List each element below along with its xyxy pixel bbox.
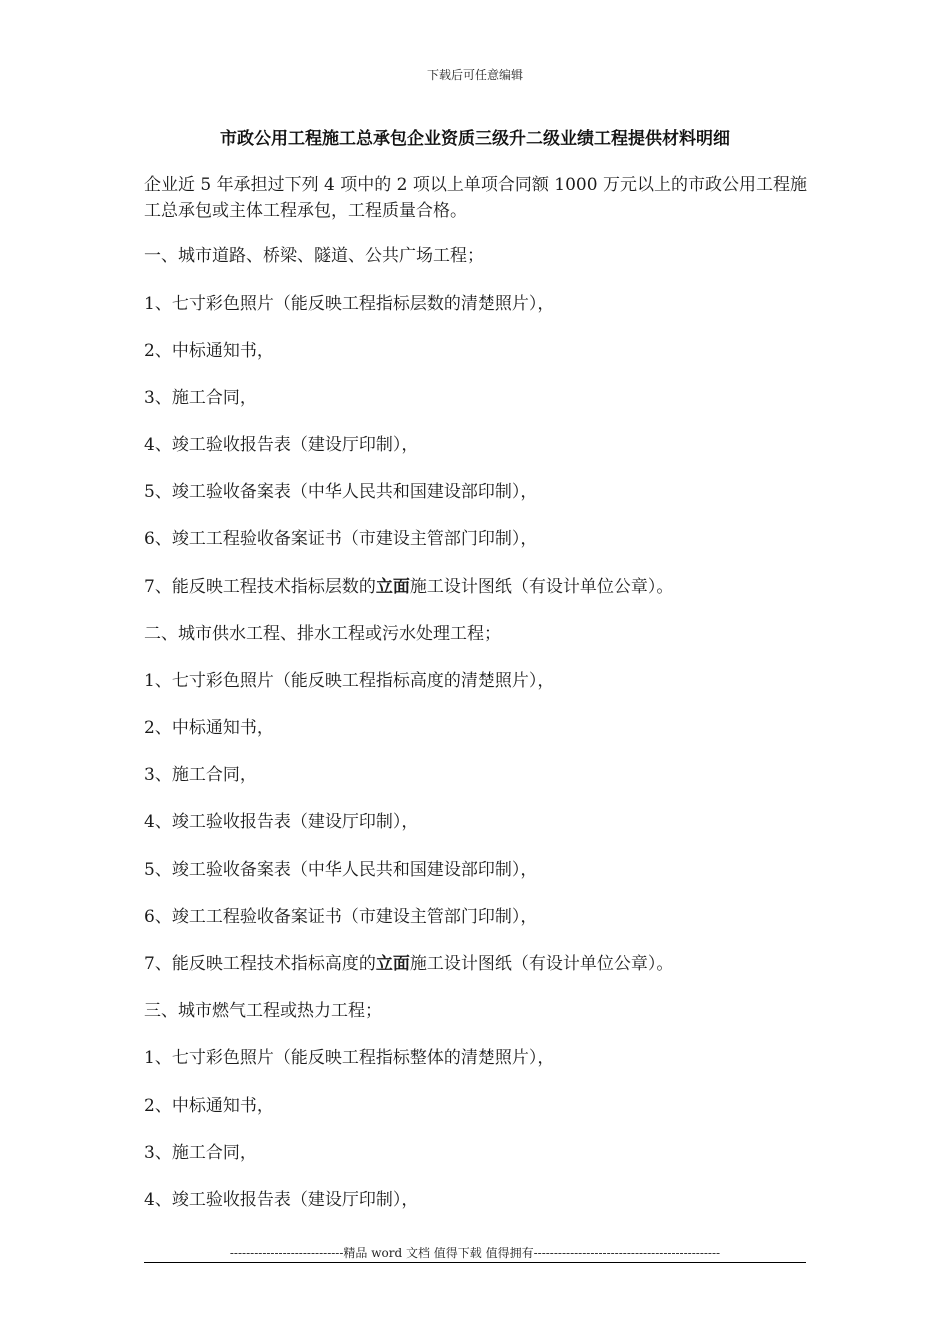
section-3-heading: 三、城市燃气工程或热力工程； [144, 1001, 382, 1021]
item-7-prefix: 7、能反映工程技术指标高度的 [144, 954, 376, 974]
section-1-item-5: 5、竣工验收备案表（中华人民共和国建设部印制）， [144, 482, 538, 502]
section-2-item-3: 3、施工合同， [144, 765, 257, 785]
section-1-item-7 [144, 576, 673, 598]
section-1-heading: 一、城市道路、桥梁、隧道、公共广场工程； [144, 246, 484, 266]
section-3-item-4: 4、竣工验收报告表（建设厅印制）， [144, 1190, 419, 1210]
item-7-suffix: 施工设计图纸（有设计单位公章）。 [409, 954, 674, 974]
item-7-bold-term: 立面 [375, 577, 410, 597]
section-2-item-2: 2、中标通知书， [144, 718, 274, 738]
section-2-item-5: 5、竣工验收备案表（中华人民共和国建设部印制）， [144, 860, 538, 880]
section-2-item-6: 6、竣工工程验收备案证书（市建设主管部门印制）， [144, 907, 538, 927]
document-title: 市政公用工程施工总承包企业资质三级升二级业绩工程提供材料明细 [220, 129, 730, 149]
section-2-item-4: 4、竣工验收报告表（建设厅印制）， [144, 812, 419, 832]
section-2-item-7 [144, 953, 673, 975]
section-1-item-2: 2、中标通知书， [144, 341, 274, 361]
item-7-prefix: 7、能反映工程技术指标层数的 [144, 577, 376, 597]
section-3-item-3: 3、施工合同， [144, 1143, 257, 1163]
section-1-item-1: 1、七寸彩色照片（能反映工程指标层数的清楚照片）， [144, 294, 555, 314]
section-2-heading: 二、城市供水工程、排水工程或污水处理工程； [144, 624, 501, 644]
section-1-item-6: 6、竣工工程验收备案证书（市建设主管部门印制）， [144, 529, 538, 549]
item-7-suffix: 施工设计图纸（有设计单位公章）。 [409, 577, 674, 597]
section-3-item-1: 1、七寸彩色照片（能反映工程指标整体的清楚照片）， [144, 1048, 555, 1068]
footer-rule [144, 1262, 806, 1263]
section-1-item-4: 4、竣工验收报告表（建设厅印制）， [144, 435, 419, 455]
section-2-item-1: 1、七寸彩色照片（能反映工程指标高度的清楚照片）， [144, 671, 555, 691]
header-note: 下载后可任意编辑 [426, 68, 523, 82]
item-7-bold-term: 立面 [375, 954, 410, 974]
footer-note: ----------------------------精品 word 文档 值得下载 值得拥有---------------------------------------------- [229, 1246, 721, 1260]
section-3-item-2: 2、中标通知书， [144, 1096, 274, 1116]
section-1-item-3: 3、施工合同， [144, 388, 257, 408]
intro-paragraph: 企业近 5 年承担过下列 4 项中的 2 项以上单项合同额 1000 万元以上的市政公用工程施工总承包或主体工程承包，工程质量合格。 [144, 175, 807, 221]
